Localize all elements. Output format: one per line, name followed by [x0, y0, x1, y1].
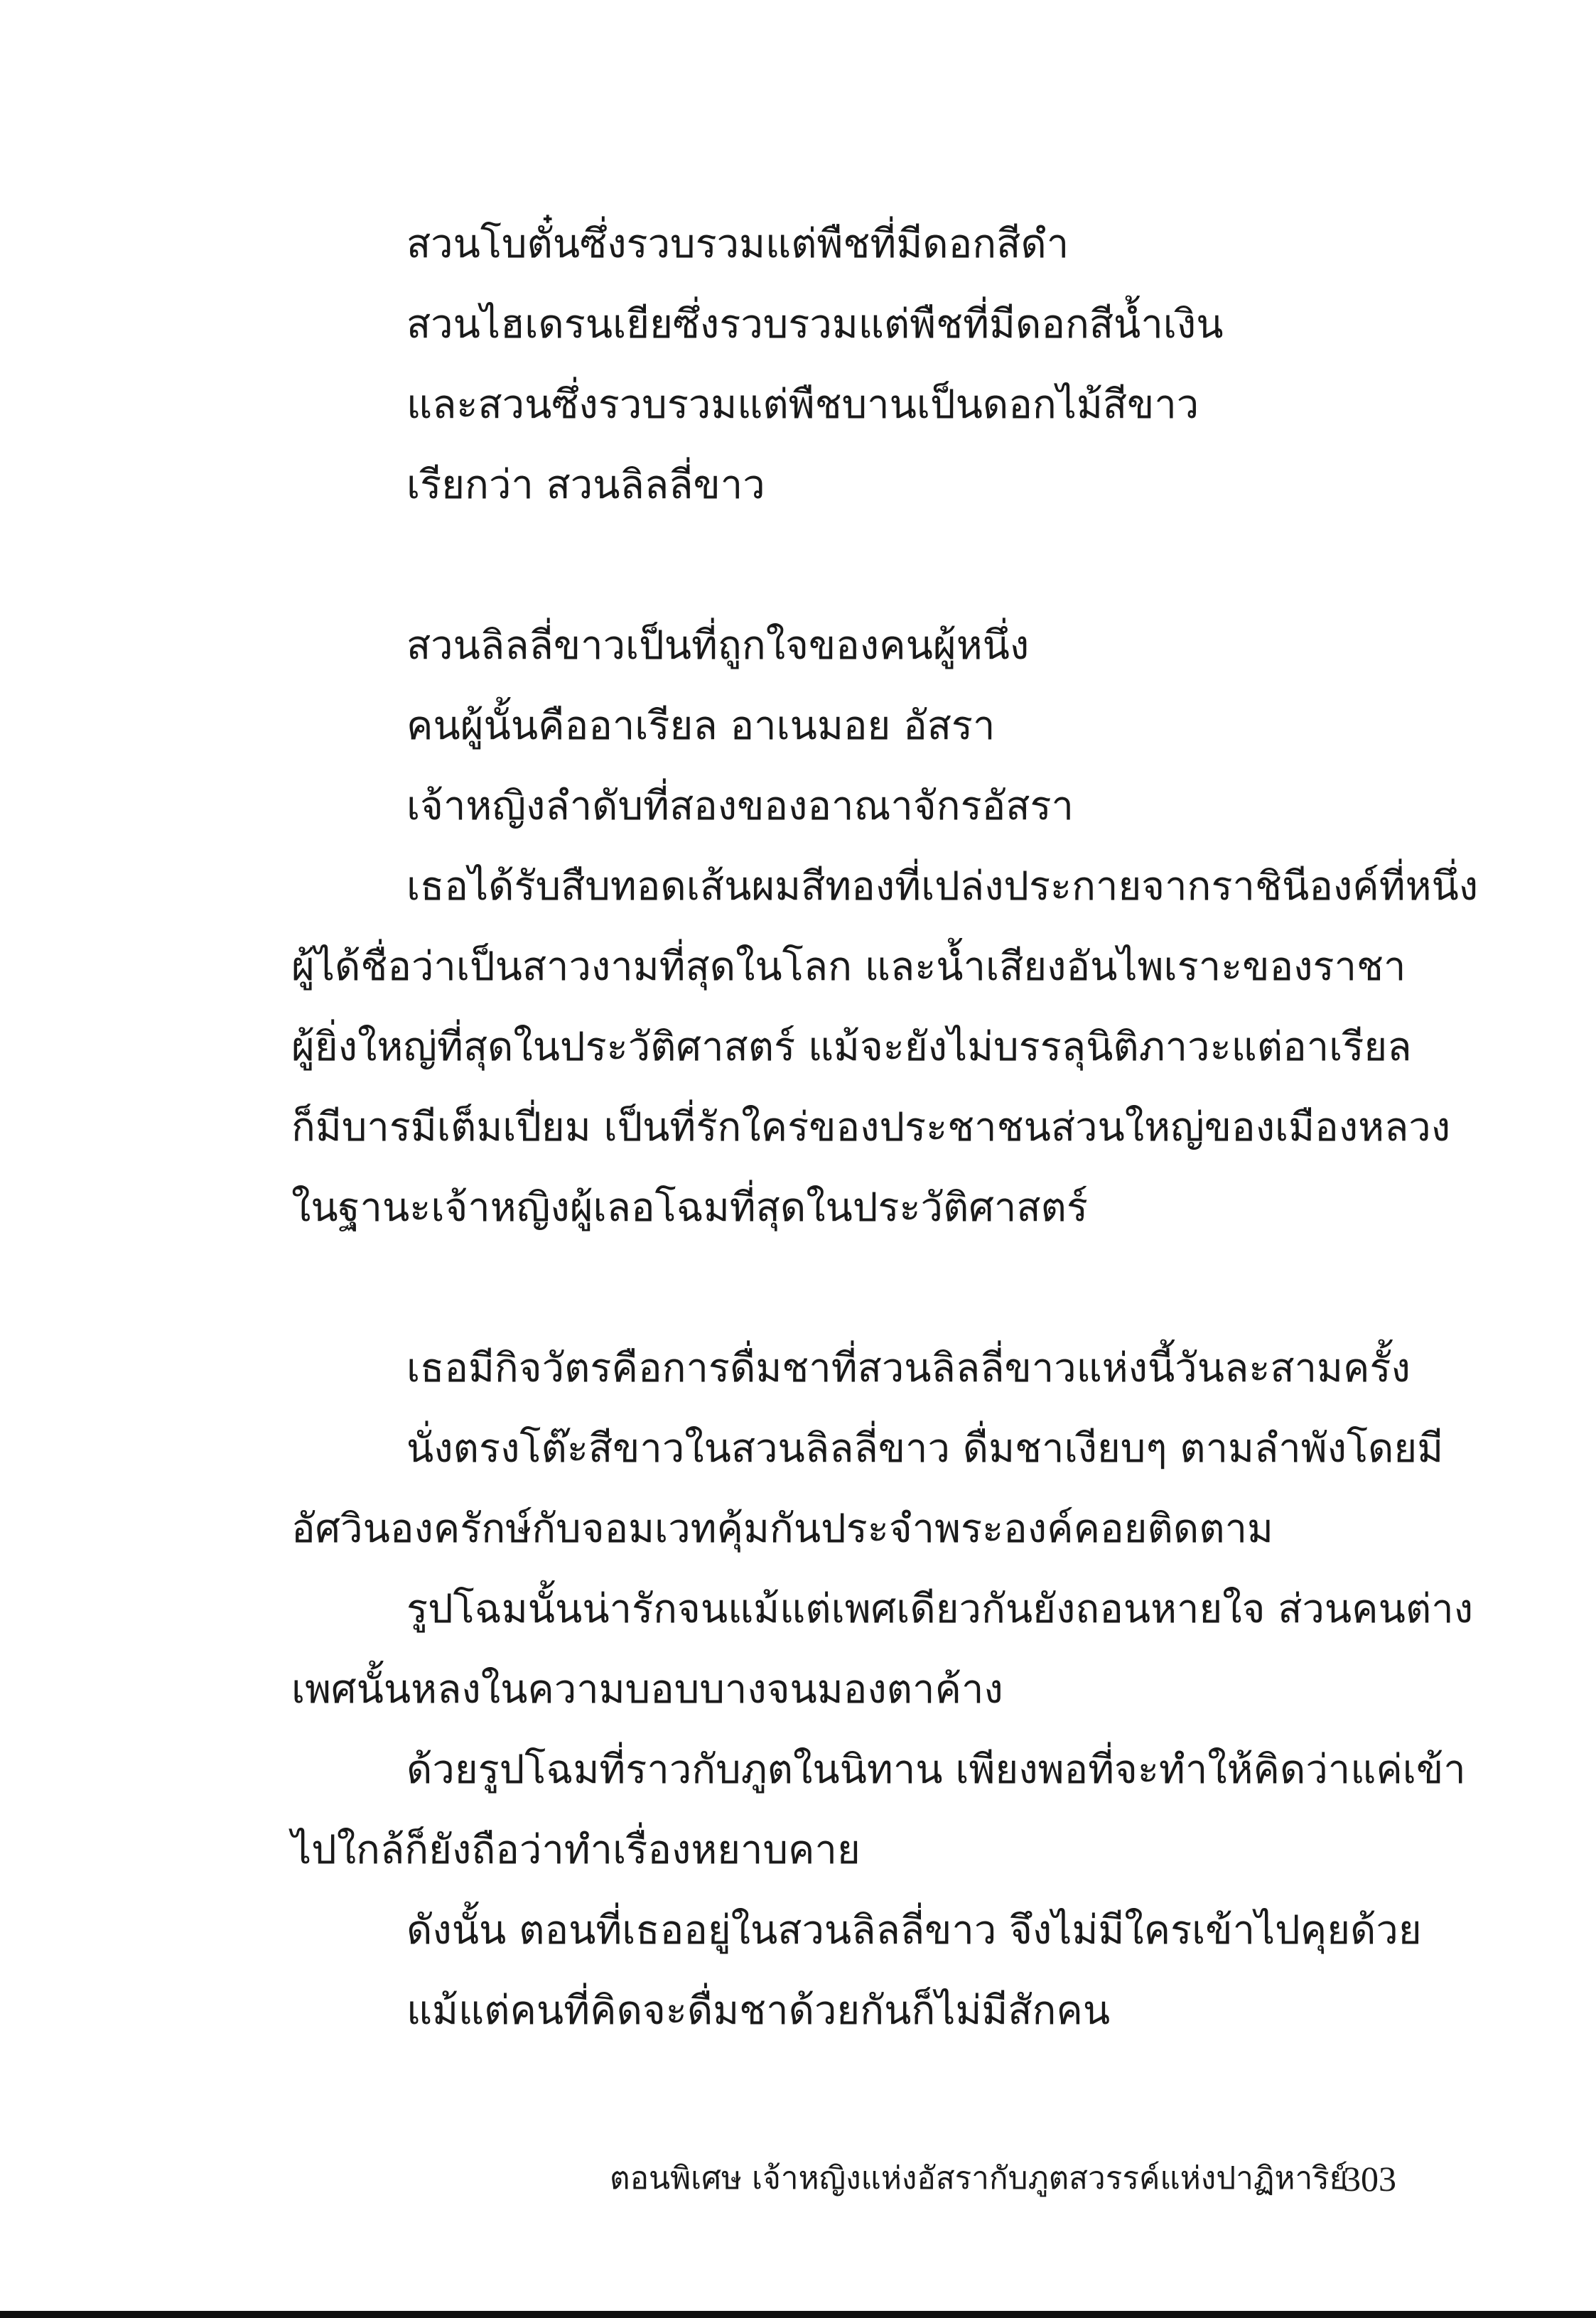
text-line: เจ้าหญิงลำดับที่สองของอาณาจักรอัสรา — [406, 783, 1074, 829]
text-line: สวนลิลลี่ขาวเป็นที่ถูกใจของคนผู้หนึ่ง — [406, 622, 1030, 669]
bottom-edge-border — [0, 2311, 1596, 2318]
running-footer-title: ตอนพิเศษ เจ้าหญิงแห่งอัสรากับภูตสวรรค์แห่งปาฏิหาริย์ — [610, 2160, 1348, 2196]
text-line: คนผู้นั้นคืออาเรียล อาเนมอย อัสรา — [406, 703, 996, 749]
text-line: แม้แต่คนที่คิดจะดื่มชาด้วยกันก็ไม่มีสักคน — [406, 1988, 1111, 2034]
text-line: สวนไฮเดรนเยียซึ่งรวบรวมแต่พืชที่มีดอกสีน้ำเงิน — [406, 301, 1224, 347]
text-line: ดังนั้น ตอนที่เธออยู่ในสวนลิลลี่ขาว จึงไม่มีใครเข้าไปคุยด้วย — [406, 1907, 1422, 1953]
text-line: ด้วยรูปโฉมที่ราวกับภูตในนิทาน เพียงพอที่จะทำให้คิดว่าแค่เข้า — [406, 1747, 1466, 1793]
page-number: 303 — [1343, 2159, 1396, 2199]
text-line: ในฐานะเจ้าหญิงผู้เลอโฉมที่สุดในประวัติศาสตร์ — [291, 1185, 1088, 1231]
text-line: ผู้ยิ่งใหญ่ที่สุดในประวัติศาสตร์ แม้จะยังไม่บรรลุนิติภาวะแต่อาเรียล — [291, 1024, 1412, 1070]
text-line: เรียกว่า สวนลิลลี่ขาว — [406, 462, 765, 508]
text-line: สวนโบตั๋นซึ่งรวบรวมแต่พืชที่มีดอกสีดำ — [406, 221, 1069, 267]
text-line: รูปโฉมนั้นน่ารักจนแม้แต่เพศเดียวกันยังถอนหายใจ ส่วนคนต่าง — [406, 1586, 1474, 1632]
text-line: นั่งตรงโต๊ะสีขาวในสวนลิลลี่ขาว ดื่มชาเงียบๆ ตามลำพังโดยมี — [406, 1425, 1444, 1472]
text-line: ก็มีบารมีเต็มเปี่ยม เป็นที่รักใคร่ของประชาชนส่วนใหญ่ของเมืองหลวง — [291, 1104, 1451, 1150]
text-line: และสวนซึ่งรวบรวมแต่พืชบานเป็นดอกไม้สีขาว — [406, 382, 1199, 428]
text-line: ผู้ได้ชื่อว่าเป็นสาวงามที่สุดในโลก และน้ำเสียงอันไพเราะของราชา — [291, 944, 1406, 990]
text-line: เพศนั้นหลงในความบอบบางจนมองตาค้าง — [291, 1666, 1003, 1713]
text-line: ไปใกล้ก็ยังถือว่าทำเรื่องหยาบคาย — [291, 1827, 861, 1873]
text-line: เธอมีกิจวัตรคือการดื่มชาที่สวนลิลลี่ขาวแห่งนี้วันละสามครั้ง — [406, 1345, 1411, 1391]
text-line: อัศวินองครักษ์กับจอมเวทคุ้มกันประจำพระองค์คอยติดตาม — [291, 1506, 1273, 1552]
text-line: เธอได้รับสืบทอดเส้นผมสีทองที่เปล่งประกายจากราชินีองค์ที่หนึ่ง — [406, 863, 1479, 910]
